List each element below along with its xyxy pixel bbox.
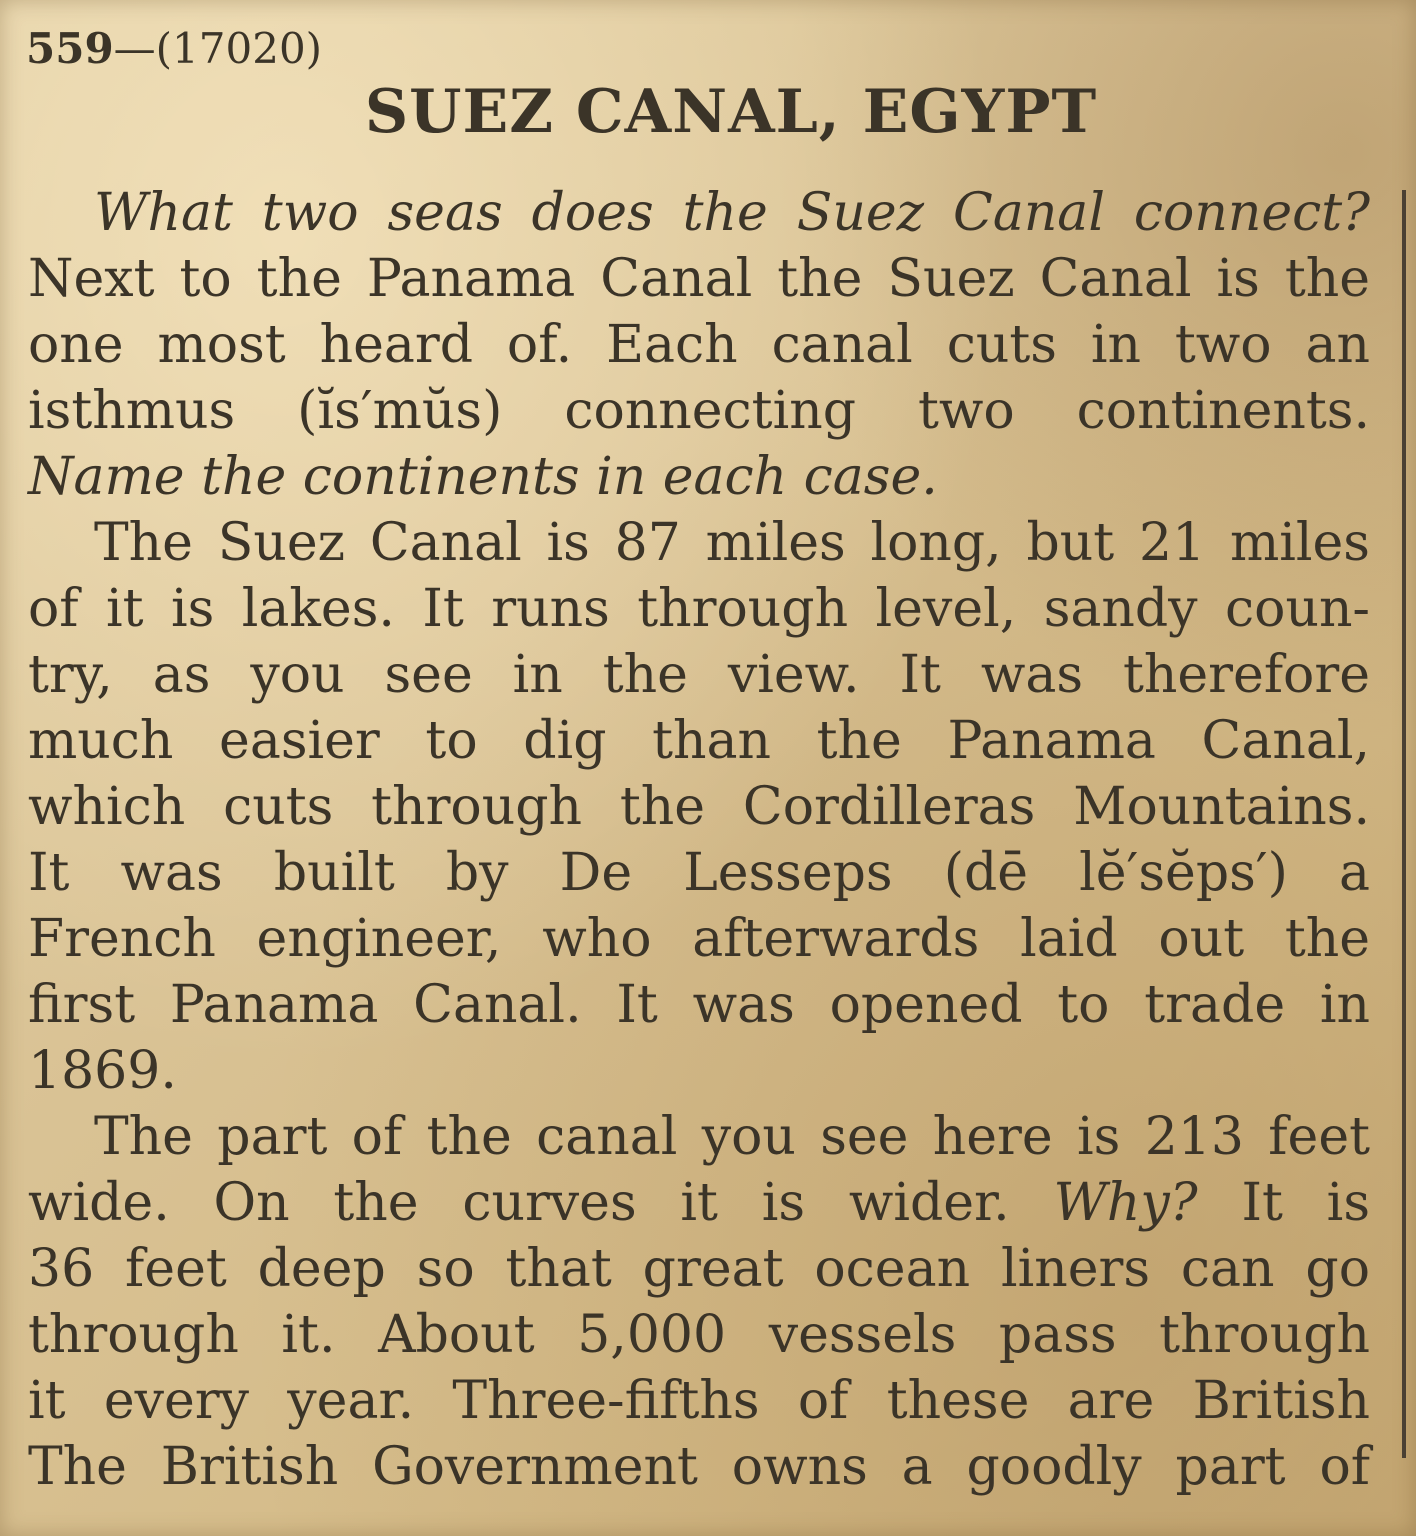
text-line: French engineer, who afterwards laid out the xyxy=(28,909,1370,969)
text-line: What two seas does the Suez Canal connect? xyxy=(94,183,1370,243)
text-line xyxy=(28,1170,1370,1236)
text-segment: It is xyxy=(1241,1173,1370,1233)
text-line: Next to the Panama Canal the Suez Canal is the xyxy=(28,249,1370,309)
text-line: The British Government owns a goodly part of xyxy=(28,1437,1370,1497)
text-line: isthmus (ĭs′mŭs) connecting two continents. xyxy=(28,381,1370,441)
text-line: Name the continents in each case. xyxy=(28,447,938,507)
text-line: 1869. xyxy=(28,1041,177,1101)
question-why: Why? xyxy=(1053,1173,1198,1233)
right-margin-rule xyxy=(1402,190,1406,1458)
text-line: The part of the canal you see here is 213 feet xyxy=(94,1107,1370,1167)
description-text xyxy=(28,180,1370,1500)
card-number: 559 xyxy=(26,24,114,73)
text-line: 36 feet deep so that great ocean liners can go xyxy=(28,1239,1370,1299)
text-line: through it. About 5,000 vessels pass through xyxy=(28,1305,1370,1365)
text-line: one most heard of. Each canal cuts in two an xyxy=(28,315,1370,375)
text-line: it every year. Three-fifths of these are British xyxy=(28,1371,1370,1431)
text-line: much easier to dig than the Panama Canal, xyxy=(28,711,1370,771)
card-title: SUEZ CANAL, EGYPT xyxy=(364,77,1098,147)
text-line: which cuts through the Cordilleras Mountains. xyxy=(28,777,1370,837)
text-line: The Suez Canal is 87 miles long, but 21 miles xyxy=(94,513,1370,573)
card-number-line xyxy=(26,24,323,73)
text-line: It was built by De Lesseps (dē lĕ′sĕps′) a xyxy=(28,843,1370,903)
text-line: try, as you see in the view. It was therefore xyxy=(28,645,1370,705)
catalog-number: (17020) xyxy=(155,24,323,73)
text-line: first Panama Canal. It was opened to trade in xyxy=(28,975,1370,1035)
text-line: of it is lakes. It runs through level, sandy coun- xyxy=(28,579,1370,639)
card-number-dash: — xyxy=(113,24,156,73)
text-segment: wide. On the curves it is wider. xyxy=(28,1173,1010,1233)
